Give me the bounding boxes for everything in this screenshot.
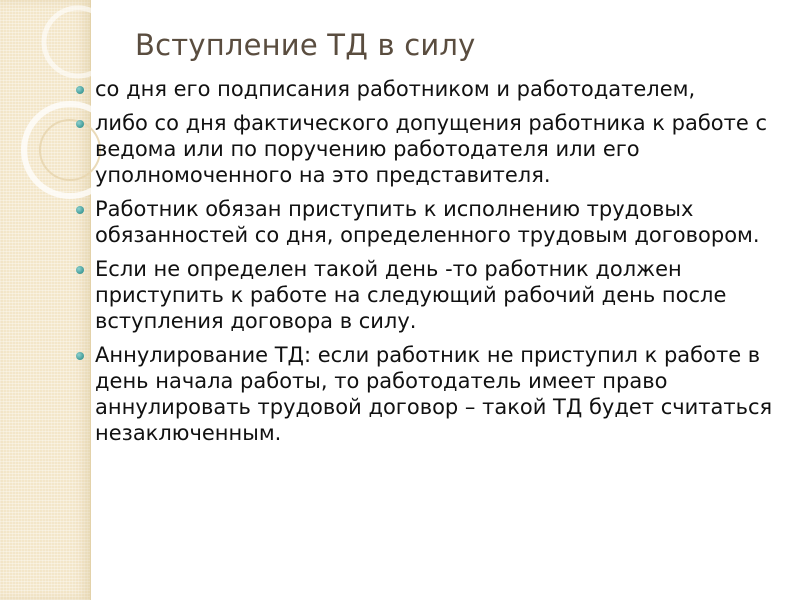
bullet-item <box>95 110 775 188</box>
bullet-text: либо со дня фактического допущения работника к работе с ведома или по поручению работодателя или его уполномоченного на это представителя. <box>95 111 767 187</box>
bullet-text: со дня его подписания работником и работодателем, <box>95 77 696 101</box>
bullet-icon <box>76 86 84 94</box>
bullet-icon <box>76 352 84 360</box>
bullet-item <box>95 256 775 334</box>
bullet-text: Аннулирование ТД: если работник не приступил к работе в день начала работы, то работодатель имеет право аннулировать трудовой договор – такой ТД будет считаться незаключенным. <box>95 343 773 445</box>
bullet-text: Работник обязан приступить к исполнению трудовых обязанностей со дня, определенного трудовым договором. <box>95 197 760 247</box>
bullet-text: Если не определен такой день -то работник должен приступить к работе на следующий рабочий день после вступления договора в силу. <box>95 257 727 333</box>
slide-title: Вступление ТД в силу <box>135 28 476 62</box>
bullet-icon <box>76 120 84 128</box>
bullet-item <box>95 342 775 446</box>
bullet-icon <box>76 266 84 274</box>
bullet-item <box>95 196 775 248</box>
bullet-item <box>95 76 775 102</box>
bullet-icon <box>76 206 84 214</box>
bullet-list <box>95 76 775 454</box>
